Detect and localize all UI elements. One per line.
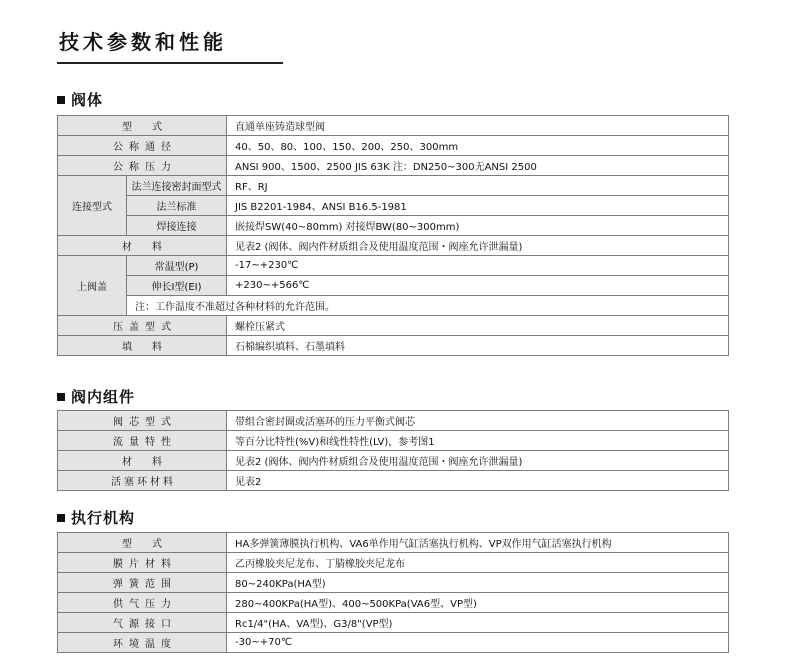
table-row (58, 336, 729, 356)
table-row (58, 256, 729, 276)
square-bullet-icon (57, 393, 65, 401)
row-label: 伸长Ⅰ型(EI) (127, 276, 227, 296)
valve-body-table (57, 115, 729, 356)
row-value: 螺栓压紧式 (227, 316, 729, 336)
row-label: 气源接口 (58, 613, 227, 633)
row-value: 石棉编织填料、石墨填料 (227, 336, 729, 356)
table-row (58, 116, 729, 136)
row-label: 压盖型式 (58, 316, 227, 336)
row-value: +230~+566℃ (227, 276, 729, 296)
table-row (58, 431, 729, 451)
row-label: 材料 (58, 451, 227, 471)
row-value: 见表2 (阀体、阀内件材质组合及使用温度范围・阀座允许泄漏量) (227, 451, 729, 471)
section-title-text: 执行机构 (71, 509, 136, 527)
row-label: 公称压力 (58, 156, 227, 176)
row-value: 40、50、80、100、150、200、250、300mm (227, 136, 729, 156)
row-value: 见表2 (227, 471, 729, 491)
table-row (58, 533, 729, 553)
row-label: 焊接连接 (127, 216, 227, 236)
table-row (58, 296, 729, 316)
table-row (58, 613, 729, 633)
square-bullet-icon (57, 96, 65, 104)
table-row (58, 471, 729, 491)
row-value: 直通单座铸造球型阀 (227, 116, 729, 136)
row-label: 环境温度 (58, 633, 227, 653)
row-label: 型式 (58, 116, 227, 136)
table-row (58, 316, 729, 336)
row-value: -30~+70℃ (227, 633, 729, 653)
row-value: -17~+230℃ (227, 256, 729, 276)
row-label: 膜片材料 (58, 553, 227, 573)
section-title-text: 阀体 (71, 91, 104, 109)
square-bullet-icon (57, 514, 65, 522)
section-title-valve-body (57, 89, 103, 110)
row-value: HA多弹簧薄膜执行机构、VA6单作用气缸活塞执行机构、VP双作用气缸活塞执行机构 (227, 533, 729, 553)
title-underline (57, 62, 283, 64)
row-label: 法兰标准 (127, 196, 227, 216)
row-label: 材料 (58, 236, 227, 256)
actuator-table (57, 532, 729, 653)
table-row (58, 573, 729, 593)
table-row (58, 276, 729, 296)
row-label: 法兰连接密封面型式 (127, 176, 227, 196)
bonnet-note: 注：工作温度不准超过各种材料的允许范围。 (127, 296, 729, 316)
section-title-trim (57, 386, 135, 407)
row-label: 常温型(P) (127, 256, 227, 276)
table-row (58, 136, 729, 156)
table-row (58, 236, 729, 256)
table-row (58, 593, 729, 613)
table-row (58, 553, 729, 573)
trim-table (57, 410, 729, 491)
row-value: ANSI 900、1500、2500 JIS 63K 注：DN250~300无ANSI 2500 (227, 156, 729, 176)
row-label: 型式 (58, 533, 227, 553)
row-value: 280~400KPa(HA型)、400~500KPa(VA6型、VP型) (227, 593, 729, 613)
row-value: 等百分比特性(%V)和线性特性(LV)，参考图1 (227, 431, 729, 451)
section-title-actuator (57, 507, 135, 528)
group-label-connection: 连接型式 (58, 176, 127, 236)
row-label: 阀芯型式 (58, 411, 227, 431)
table-row (58, 196, 729, 216)
row-label: 填料 (58, 336, 227, 356)
row-value: JIS B2201-1984、ANSI B16.5-1981 (227, 196, 729, 216)
table-row (58, 411, 729, 431)
section-title-text: 阀内组件 (71, 388, 136, 406)
table-row (58, 176, 729, 196)
row-value: 见表2 (阀体、阀内件材质组合及使用温度范围・阀座允许泄漏量) (227, 236, 729, 256)
table-row (58, 633, 729, 653)
row-label: 公称通径 (58, 136, 227, 156)
row-value: Rc1/4"(HA、VA型)、G3/8"(VP型) (227, 613, 729, 633)
page-title: 技术参数和性能 (59, 30, 227, 54)
row-value: RF、RJ (227, 176, 729, 196)
row-label: 活塞环材料 (58, 471, 227, 491)
table-row (58, 451, 729, 471)
row-label: 供气压力 (58, 593, 227, 613)
table-row (58, 156, 729, 176)
group-label-bonnet: 上阀盖 (58, 256, 127, 316)
row-value: 带组合密封圈或活塞环的压力平衡式阀芯 (227, 411, 729, 431)
row-label: 流量特性 (58, 431, 227, 451)
row-value: 80~240KPa(HA型) (227, 573, 729, 593)
row-value: 嵌接焊SW(40~80mm) 对接焊BW(80~300mm) (227, 216, 729, 236)
table-row (58, 216, 729, 236)
row-label: 弹簧范围 (58, 573, 227, 593)
row-value: 乙丙橡胶夹尼龙布、丁腈橡胶夹尼龙布 (227, 553, 729, 573)
